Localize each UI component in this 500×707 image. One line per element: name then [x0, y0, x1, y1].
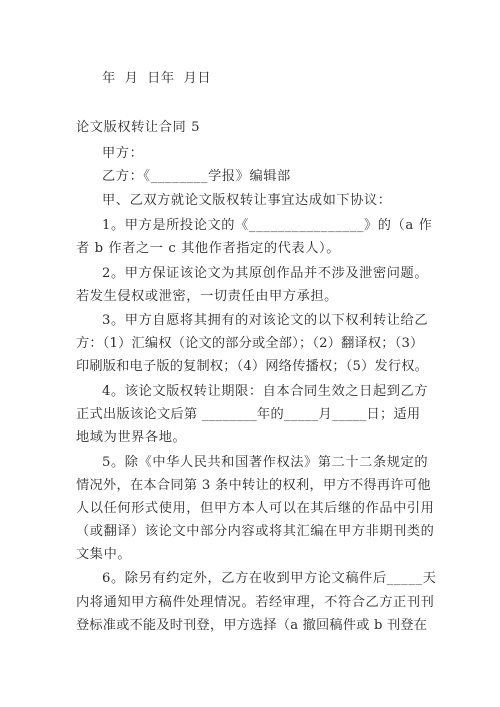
clause-5-line-1: 5。除《中华人民共和国著作权法》第二十二条规定的	[102, 455, 429, 470]
clause-1-line-2: 者 b 作者之一 c 其他作者指定的代表人）。	[76, 241, 340, 256]
party-b-suffix: 学报》编辑部	[208, 169, 291, 184]
clause-6-line-2: 内将通知甲方稿件处理情况。若经审理，不符合乙方正刊刊	[76, 595, 435, 610]
clause-5-line-5: 文集中。	[76, 547, 132, 562]
clause-5-line-4: （或翻译）该论文中部分内容或将其汇编在甲方非期刊类的	[76, 524, 435, 539]
clause-4-text-b: 年的	[257, 407, 285, 422]
clause-6-prefix: 6。除另有约定外，乙方在收到甲方论文稿件后	[102, 571, 387, 586]
party-b-line	[102, 165, 291, 184]
clause-2-line-1: 2。甲方保证该论文为其原创作品并不涉及泄密问题。	[102, 266, 429, 281]
clause-4-text-a: 正式出版该论文后第	[76, 407, 202, 422]
clause-4-line-2	[76, 403, 420, 422]
clause-4-text-d: 日；适用	[366, 407, 421, 422]
clause-4-line-1: 4。该论文版权转让期限：自本合同生效之日起到乙方	[102, 384, 429, 399]
clause-1-line-1	[102, 214, 432, 233]
clause-4-blank-day: _____	[332, 407, 367, 422]
header-date: 年 月 日年 月日	[102, 71, 212, 86]
clause-4-line-3: 地域为世界各地。	[76, 430, 187, 445]
party-a-line: 甲方：	[102, 146, 144, 161]
clause-6-blank: _____	[386, 571, 423, 586]
clause-1-blank: ________________	[248, 218, 364, 233]
clause-3-line-1: 3。甲方自愿将其拥有的对该论文的以下权利转让给乙	[102, 313, 429, 328]
clause-1-suffix: 》的（a 作	[363, 218, 433, 233]
party-b-blank: ________	[150, 169, 209, 184]
intro-paragraph: 甲、乙双方就论文版权转让事宜达成如下协议：	[102, 193, 392, 208]
party-b-prefix: 乙方：《	[102, 169, 151, 184]
clause-5-line-3: 人以任何形式使用，但甲方本人可以在其后继的作品中引用	[76, 501, 435, 516]
clause-6-line-1	[102, 567, 437, 586]
clause-1-prefix: 1。甲方是所投论文的《	[102, 218, 249, 233]
clause-6-line-3: 登标准或不能及时刊登，甲方选择（a 撤回稿件或 b 刊登在	[76, 618, 428, 633]
clause-2-line-2: 若发生侵权或泄密，一切责任由甲方承担。	[76, 289, 338, 304]
clause-4-text-c: 月	[318, 407, 332, 422]
clause-5-line-2: 情况外，在本合同第 3 条中转让的权利，甲方不得再许可他	[76, 478, 431, 493]
clause-3-line-3: 印刷版和电子版的复制权；（4）网络传播权；（5）发行权。	[76, 359, 429, 374]
contract-title: 论文版权转让合同 5	[76, 120, 201, 135]
clause-4-blank-month: _____	[284, 407, 319, 422]
clause-4-blank-year: ________	[201, 407, 258, 422]
clause-6-suffix: 天	[422, 571, 437, 586]
clause-3-line-2: 方：（1）汇编权（论文的部分或全部）；（2）翻译权；（3）	[76, 336, 424, 351]
